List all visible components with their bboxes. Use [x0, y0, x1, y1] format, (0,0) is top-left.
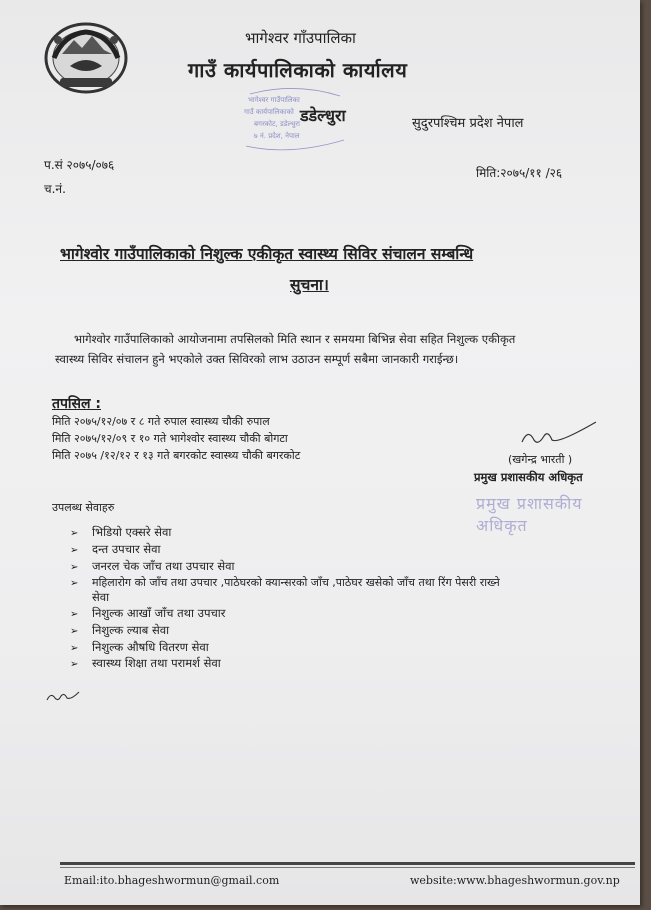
- arrow-bullet-icon: ➢: [70, 578, 79, 589]
- nepal-emblem-logo: [40, 14, 132, 96]
- arrow-bullet-icon: ➢: [70, 545, 79, 556]
- signature: [518, 420, 598, 450]
- signatory-name: (खगेन्द्र भारती ): [508, 453, 573, 466]
- arrow-bullet-icon: ➢: [70, 528, 79, 539]
- footer-divider: [60, 862, 635, 865]
- letter-number: प.सं २०७५/०७६: [44, 158, 115, 172]
- list-item: ➢ जनरल चेक जाँच तथा उपचार सेवा: [70, 559, 235, 573]
- schedule-row: मिति २०७५/१२/०९ र १० गते भागेश्वोर स्वास्थ्य चौकी बोगटा: [52, 432, 288, 445]
- svg-text:७ नं. प्रदेश, नेपाल: ७ नं. प्रदेश, नेपाल: [254, 132, 300, 140]
- list-item: ➢ निशुल्क औषधि वितरण सेवा: [70, 640, 209, 654]
- list-item: ➢ महिलारोग को जाँच तथा उपचार ,पाठेघरको क्यान्सरको जाँच ,पाठेघर खसेको जाँच तथा रिंग पेसरी राख्ने: [70, 576, 500, 589]
- notice-title: भागेश्वोर गाउँपालिकाको निशुल्क एकीकृत स्वास्थ्य सिविर संचालन सम्बन्धि: [60, 245, 474, 263]
- arrow-bullet-icon: ➢: [70, 562, 79, 573]
- list-item: ➢ दन्त उपचार सेवा: [70, 542, 161, 556]
- arrow-bullet-icon: ➢: [70, 643, 79, 654]
- arrow-bullet-icon: ➢: [70, 626, 79, 637]
- notice-body-line2: स्वास्थ्य सिविर संचालन हुने भएकोले उक्त सिविरको लाभ उठाउन सम्पूर्ण सबैमा जानकारी गराईन्छ।: [55, 352, 459, 366]
- svg-text:बगरकोट, डडेल्धुरा: बगरकोट, डडेल्धुरा: [254, 120, 300, 128]
- schedule-row: मिति २०७५ /१२/१२ र १३ गते बगरकोट स्वास्थ्य चौकी बगरकोट: [52, 449, 301, 462]
- notice-body-line1: भागेश्वोर गाउँपालिकाको आयोजनामा तपसिलको मिति स्थान र समयमा बिभिन्न सेवा सहित निशुल्क एकीकृत: [74, 332, 516, 346]
- footer-email: Email:ito.bhageshwormun@gmail.com: [64, 874, 280, 887]
- schedule-row: मिति २०७५/१२/०७ र ८ गते रुपाल स्वास्थ्य चौकी रुपाल: [52, 415, 270, 428]
- list-item: ➢ निशुल्क ल्याब सेवा: [70, 623, 170, 637]
- district-name: डडेल्धुरा: [300, 106, 346, 125]
- list-item: ➢ निशुल्क आखाँ जाँच तथा उपचार: [70, 606, 226, 620]
- handwritten-initial: [45, 688, 81, 704]
- svg-text:भागेश्वर गाउँपालिका: भागेश्वर गाउँपालिका: [248, 96, 300, 104]
- list-item-cont: सेवा: [92, 590, 110, 604]
- signatory-title: प्रमुख प्रशासकीय अधिकृत: [474, 470, 583, 484]
- list-item: ➢ स्वास्थ्य शिक्षा तथा परामर्श सेवा: [70, 656, 221, 670]
- municipality-name: भागेश्वर गाँउपालिका: [245, 29, 356, 47]
- signatory-stamp: प्रमुख प्रशासकीय अधिकृत: [476, 494, 583, 535]
- letter-date: मिति:२०७५/११ /२६: [476, 166, 563, 180]
- footer-divider-thin: [60, 867, 635, 868]
- notice-title-cont: सुचना।: [290, 276, 329, 294]
- footer-website: website:www.bhageshwormun.gov.np: [410, 874, 620, 887]
- province-name: सुदुरपश्चिम प्रदेश नेपाल: [412, 116, 524, 131]
- list-item: ➢ भिडियो एक्सरे सेवा: [70, 525, 172, 539]
- arrow-bullet-icon: ➢: [70, 609, 79, 620]
- svg-text:गाउँ कार्यपालिकाको: गाउँ कार्यपालिकाको: [244, 108, 294, 116]
- dispatch-number: च.नं.: [44, 182, 66, 196]
- office-name: गाउँ कार्यपालिकाको कार्यालय: [188, 58, 408, 82]
- arrow-bullet-icon: ➢: [70, 659, 79, 670]
- schedule-heading: तपसिल :: [52, 396, 101, 412]
- services-heading: उपलब्ध सेवाहरु: [52, 501, 115, 514]
